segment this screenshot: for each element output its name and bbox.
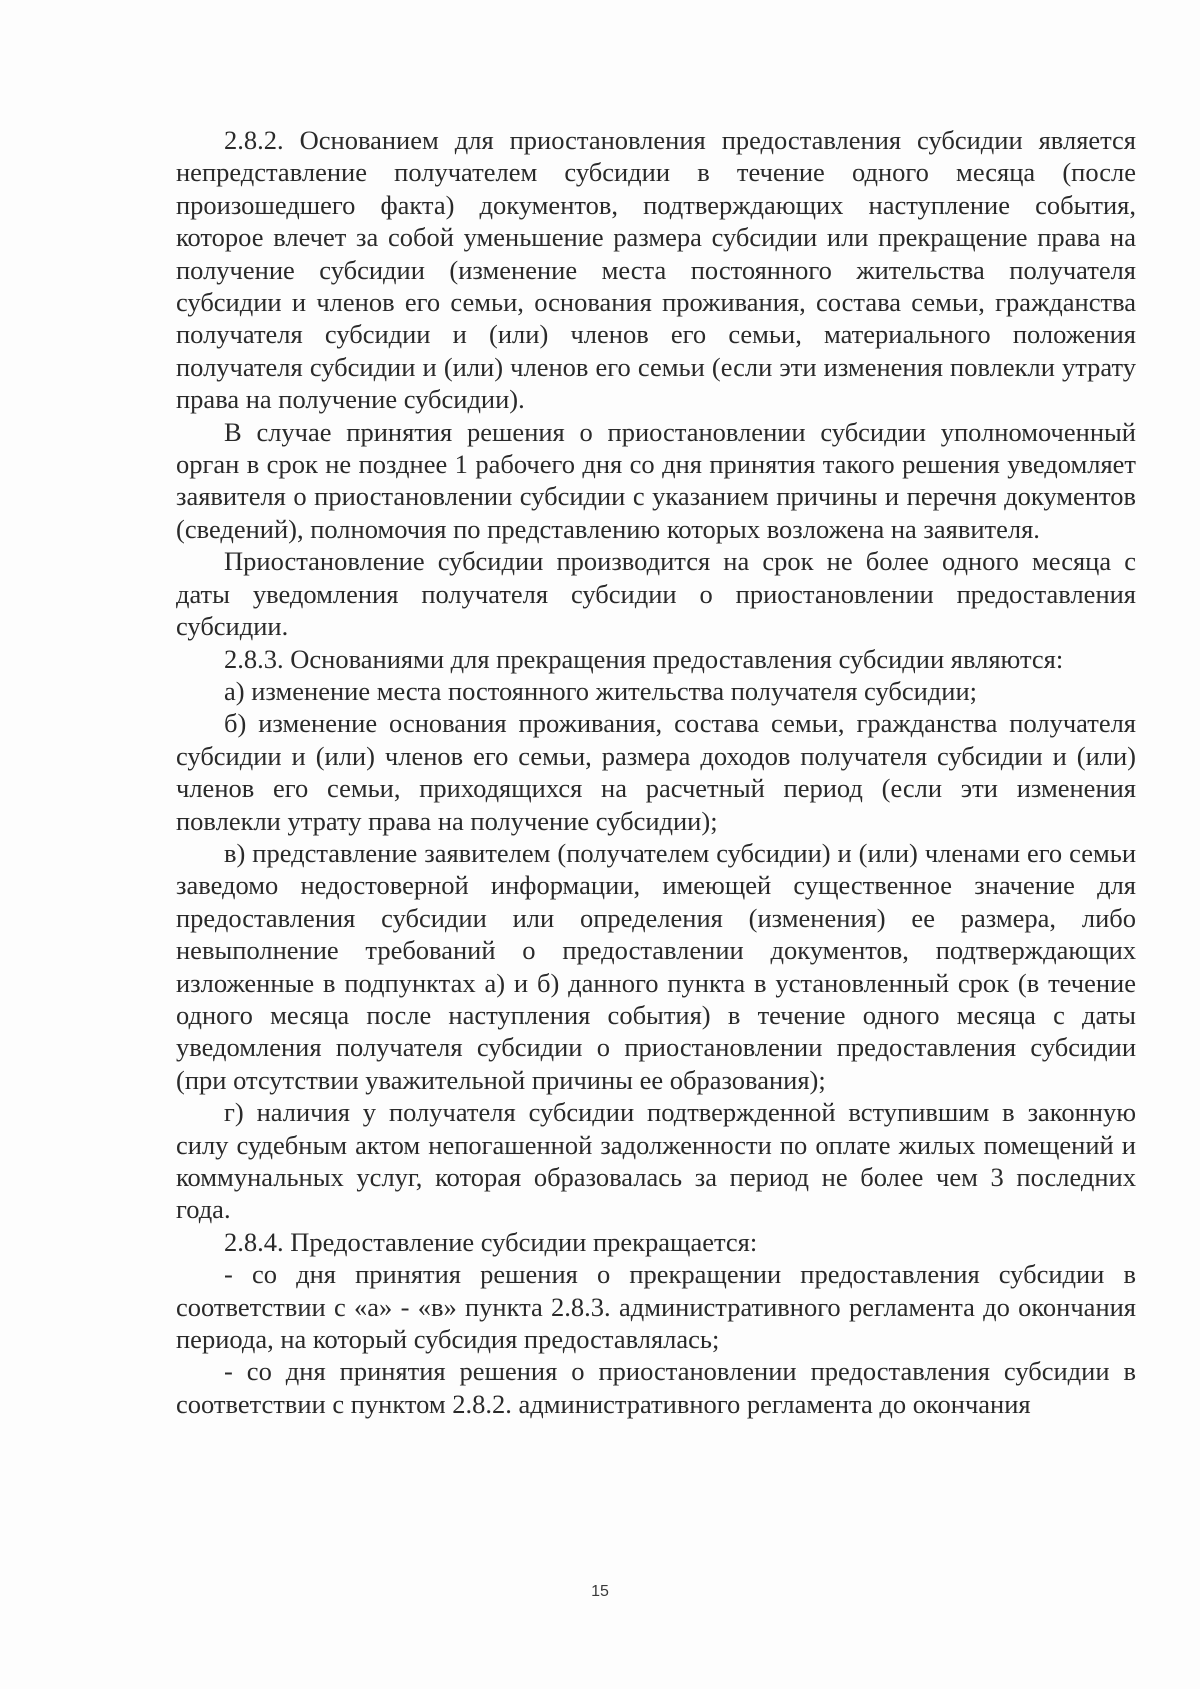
list-item-b: б) изменение основания проживания, состава семьи, гражданства получателя субсидии и (или) членов его семьи, размера доходов получателя субсидии и (или) членов его семьи, приходящихся на расчетный период (если эти изменения повлекли утрату права на получение субсидии); bbox=[176, 708, 1136, 836]
paragraph-2-8-4: 2.8.4. Предоставление субсидии прекращается: bbox=[224, 1226, 758, 1257]
list-item-dash-1: - со дня принятия решения о прекращении предоставления субсидии в соответствии с «а» - «в» пункта 2.8.3. административного регламента до окончания периода, на который субсидия предоставлялась; bbox=[176, 1259, 1136, 1355]
document-body bbox=[176, 124, 1136, 1420]
page-number: 15 bbox=[591, 1583, 609, 1600]
paragraph-suspension-term: Приостановление субсидии производится на срок не более одного месяца с даты уведомления получателя субсидии о приостановлении предоставления субсидии. bbox=[176, 546, 1136, 642]
list-item-a: а) изменение места постоянного жительства получателя субсидии; bbox=[224, 675, 977, 706]
list-item-v: в) представление заявителем (получателем субсидии) и (или) членами его семьи заведомо недостоверной информации, имеющей существенное значение для предоставления субсидии или определения (изменения) ее размера, либо невыполнение требований о предоставлении документов, подтверждающих изложенные в подпунктах а) и б) данного пункта в установленный срок (в течение одного месяца после наступления события) в течение одного месяца с даты уведомления получателя субсидии о приостановлении предоставления субсидии (при отсутствии уважительной причины ее образования); bbox=[176, 837, 1136, 1095]
list-item-dash-2: - со дня принятия решения о приостановлении предоставления субсидии в соответствии с пунктом 2.8.2. административного регламента до окончания bbox=[176, 1356, 1136, 1419]
paragraph-2-8-3: 2.8.3. Основаниями для прекращения предоставления субсидии являются: bbox=[224, 643, 1064, 674]
list-item-g: г) наличия у получателя субсидии подтвержденной вступившим в законную силу судебным актом непогашенной задолженности по оплате жилых помещений и коммунальных услуг, которая образовалась за период не более чем 3 последних года. bbox=[176, 1097, 1136, 1225]
paragraph-suspension-notice: В случае принятия решения о приостановлении субсидии уполномоченный орган в срок не позднее 1 рабочего дня со дня принятия такого решения уведомляет заявителя о приостановлении субсидии с указанием причины и перечня документов (сведений), полномочия по представлению которых возложена на заявителя. bbox=[176, 416, 1136, 544]
paragraph-2-8-2: 2.8.2. Основанием для приостановления предоставления субсидии является непредставление получателем субсидии в течение одного месяца (после произошедшего факта) документов, подтверждающих наступление события, которое влечет за собой уменьшение размера субсидии или прекращение права на получение субсидии (изменение места постоянного жительства получателя субсидии и членов его семьи, основания проживания, состава семьи, гражданства получателя субсидии и (или) членов его семьи, материального положения получателя субсидии и (или) членов его семьи (если эти изменения повлекли утрату права на получение субсидии). bbox=[176, 125, 1136, 415]
